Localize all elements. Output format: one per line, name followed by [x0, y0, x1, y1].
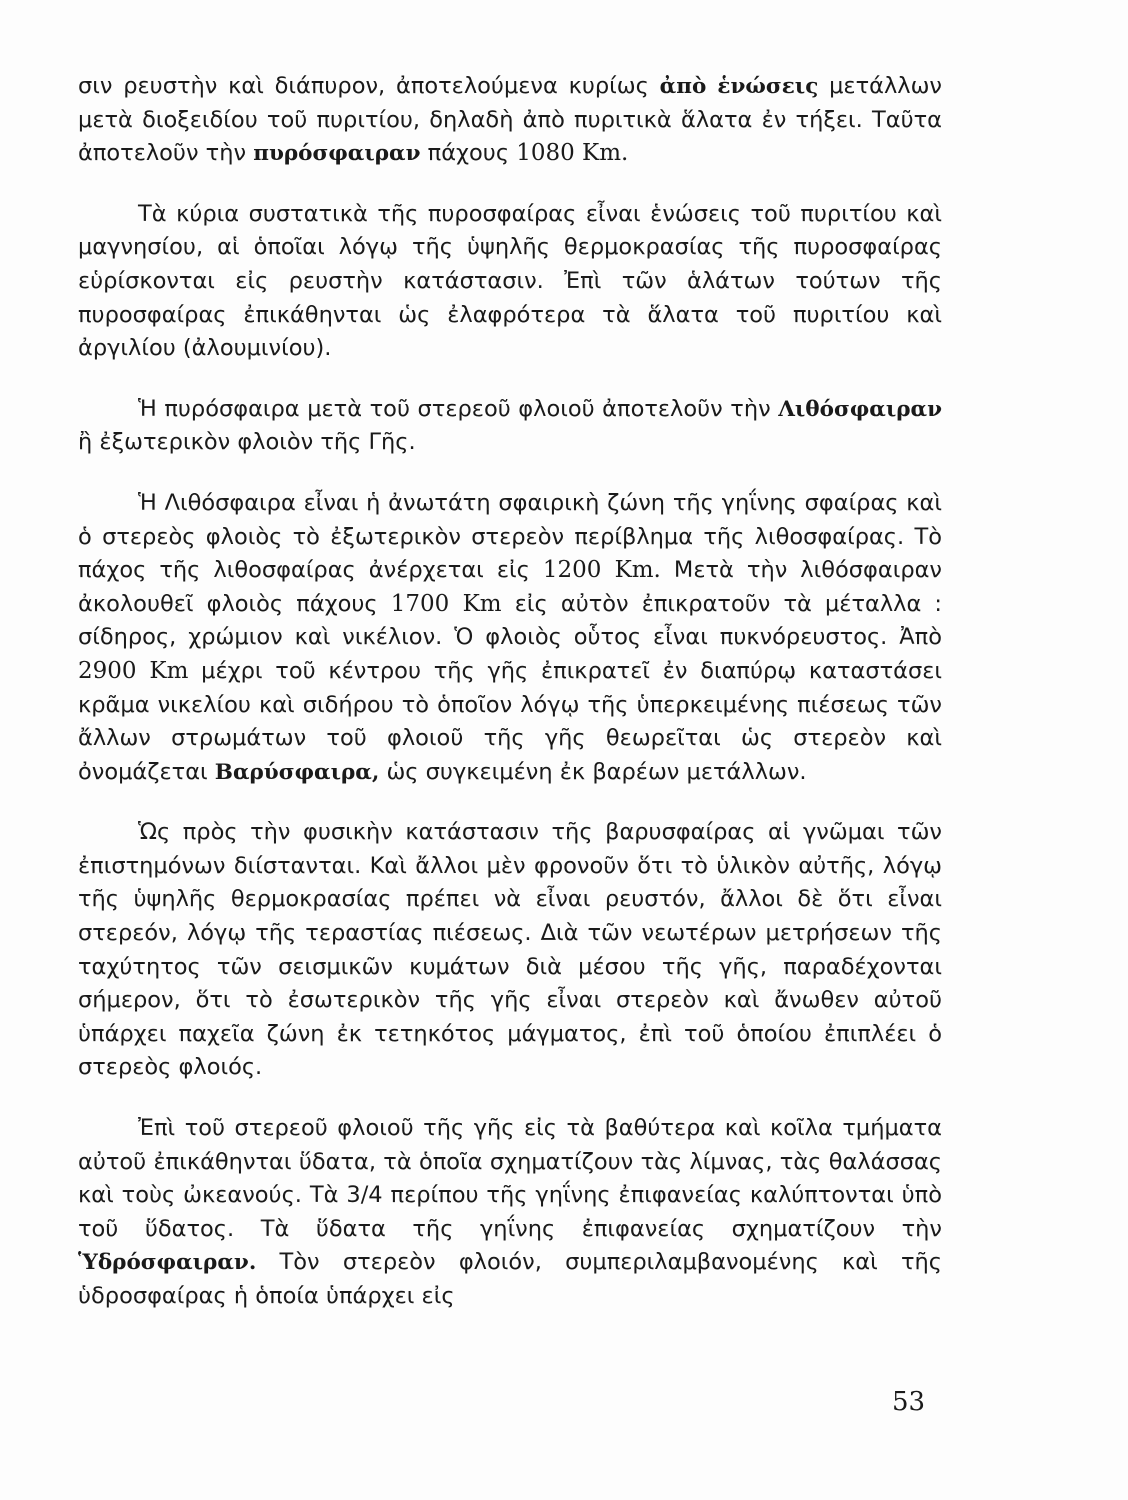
bold-term: πυρόσφαιραν	[253, 141, 421, 167]
bold-term: Βαρύσφαιρα,	[214, 759, 380, 785]
text-run: Μετὰ τὴν λιθόσφαιραν ἀκολουθεῖ φλοιὸς πάχους	[78, 557, 942, 617]
paragraph	[78, 487, 942, 789]
bold-term: ἀπὸ ἑνώσεις	[659, 74, 819, 99]
text-run: μέχρι τοῦ κέντρου τῆς γῆς ἐπικρατεῖ ἐν διαπύρῳ καταστάσει κρᾶμα νικελίου καὶ σιδήρου τὸ ὁποῖον λόγῳ τῆς ὑπερκειμένης πιέσεως τῶν ἄλλων στρωμάτων τοῦ φλοιοῦ τῆς γῆς θεωρεῖται ὡς στερεὸν καὶ ὀνομάζεται	[78, 657, 942, 785]
paragraph	[78, 1112, 942, 1314]
paragraph	[78, 393, 942, 460]
text-run: Ἐπὶ τοῦ στερεοῦ φλοιοῦ τῆς γῆς εἰς τὰ βαθύτερα καὶ κοῖλα τμήματα αὐτοῦ ἐπικάθηνται ὕδατα, τὰ ὁποῖα σχηματίζουν τὰς λίμνας, τὰς θαλάσσας καὶ τοὺς ὠκεανούς. Τὰ 3/4 περίπου τῆς γηΐνης ἐπιφανείας καλύπτονται ὑπὸ τοῦ ὕδατος. Τὰ ὕδατα τῆς γηΐνης ἐπιφανείας σχηματίζουν τὴν	[78, 1115, 942, 1242]
text-run: μετάλλων μετὰ διοξειδίου τοῦ πυριτίου, δηλαδὴ ἀπὸ πυριτικὰ ἅλατα ἐν τήξει. Ταῦτα ἀποτελοῦν τὴν	[78, 73, 942, 167]
body-text	[78, 70, 942, 1341]
text-run: Ἡ πυρόσφαιρα μετὰ τοῦ στερεοῦ φλοιοῦ ἀποτελοῦν τὴν	[138, 395, 779, 422]
text-run: εἰς αὐτὸν ἐπικρατοῦν τὰ μέταλλα : σίδηρος, χρώμιον καὶ νικέλιον. Ὁ φλοιὸς οὗτος εἶναι πυκνόρευστος. Ἀπὸ	[78, 590, 942, 651]
bold-term: Λιθόσφαιραν	[778, 396, 942, 422]
measurement: 2900 Km	[78, 657, 189, 684]
text-run: Ὡς πρὸς τὴν φυσικὴν κατάστασιν τῆς βαρυσφαίρας αἱ γνῶμαι τῶν ἐπιστημόνων διίστανται. Καὶ ἄλλοι μὲν φρονοῦν ὅτι τὸ ὑλικὸν αὐτῆς, λόγῳ τῆς ὑψηλῆς θερμοκρασίας πρέπει νὰ εἶναι ρευστόν, ἄλλοι δὲ ὅτι εἶναι στερεόν, λόγῳ τῆς τεραστίας πιέσεως. Διὰ τῶν νεωτέρων μετρήσεων τῆς ταχύτητος τῶν σεισμικῶν κυμάτων διὰ μέσου τῆς γῆς, παραδέχονται σήμερον, ὅτι τὸ ἐσωτερικὸν τῆς γῆς εἶναι στερεὸν καὶ ἄνωθεν αὐτοῦ ὑπάρχει παχεῖα ζώνη ἐκ τετηκότος μάγματος, ἐπὶ τοῦ ὁποίου ἐπιπλέει ὁ στερεὸς φλοιός.	[78, 819, 942, 1081]
text-run: ἢ ἐξωτερικὸν φλοιὸν τῆς Γῆς.	[78, 429, 416, 456]
measurement: 1200 Km.	[542, 557, 661, 584]
text-run: Τὸν στερεὸν φλοιόν, συμπεριλαμβανομένης καὶ τῆς ὑδροσφαίρας ἡ ὁποία ὑπάρχει εἰς	[78, 1249, 942, 1309]
paragraph	[78, 816, 942, 1085]
paragraph	[78, 70, 942, 171]
text-run: πάχους	[420, 140, 517, 167]
text-run: ὡς συγκειμένη ἐκ βαρέων μετάλλων.	[379, 758, 807, 785]
measurement: 1700 Km	[390, 590, 502, 617]
text-run: Ἡ Λιθόσφαιρα εἶναι ἡ ἀνωτάτη σφαιρικὴ ζώνη τῆς γηΐνης σφαίρας καὶ ὁ στερεὸς φλοιὸς τὸ ἐξωτερικὸν στερεὸν περίβλημα τῆς λιθοσφαίρας. Τὸ πάχος τῆς λιθοσφαίρας ἀνέρχεται εἰς	[78, 489, 942, 584]
paragraph	[78, 198, 942, 366]
bold-term: Ὑδρόσφαιραν.	[78, 1250, 257, 1276]
measurement: 1080 Km.	[516, 140, 629, 167]
text-run: Τὰ κύρια συστατικὰ τῆς πυροσφαίρας εἶναι ἑνώσεις τοῦ πυριτίου καὶ μαγνησίου, αἱ ὁποῖαι λόγῳ τῆς ὑψηλῆς θερμοκρασίας τῆς πυροσφαίρας εὑρίσκονται εἰς ρευστὴν κατάστασιν. Ἐπὶ τῶν ἁλάτων τούτων τῆς πυροσφαίρας ἐπικάθηνται ὡς ἐλαφρότερα τὰ ἅλατα τοῦ πυριτίου καὶ ἀργιλίου (ἀλουμινίου).	[78, 200, 942, 362]
page-number: 53	[892, 1387, 926, 1417]
text-run: σιν ρευστὴν καὶ διάπυρον, ἀποτελούμενα κυρίως	[78, 73, 660, 99]
